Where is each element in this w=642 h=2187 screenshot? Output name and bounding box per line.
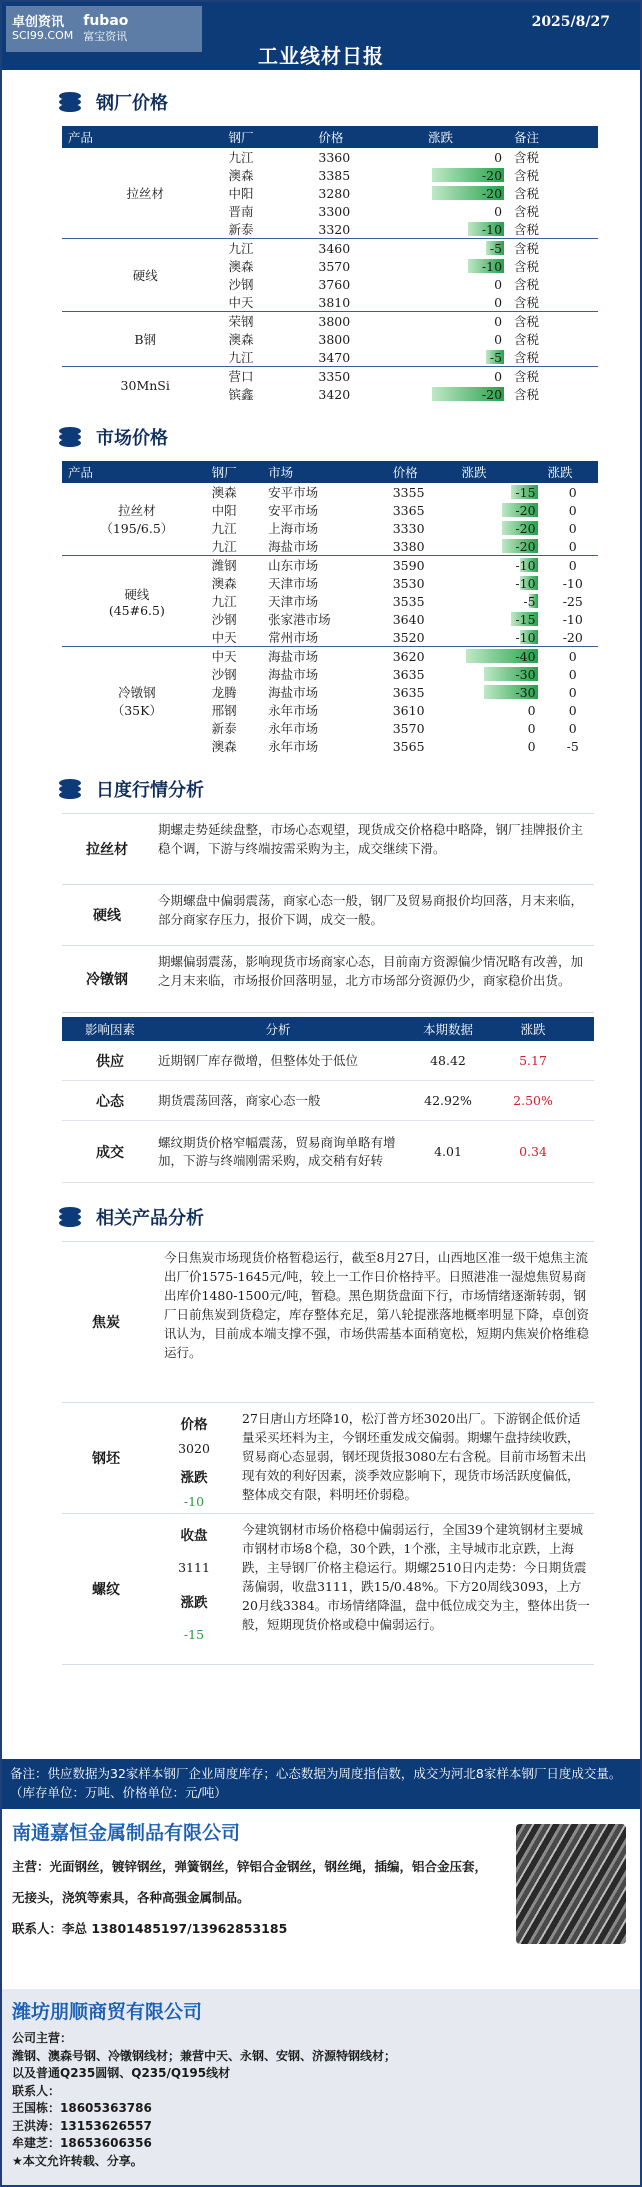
mill-cell: 九江 — [211, 539, 237, 554]
change-value: -10 — [515, 575, 536, 591]
change-value: 0 — [527, 720, 536, 736]
price-cell: 3800 — [318, 331, 351, 347]
mill-cell: 澳森 — [211, 739, 237, 754]
change-cell — [456, 701, 542, 719]
footnote: 备注：供应数据为32家样本钢厂企业周度库存；心态数据为周度指信数，成交为河北8家样本钢厂日度成交量。（库存单位：万吨、价格单位：元/吨） — [2, 1759, 640, 1809]
change-value: -30 — [515, 666, 536, 682]
ad-line: 牟建芝：18653606356 — [12, 2136, 152, 2150]
change2-cell: 0 — [568, 684, 577, 700]
header-row — [62, 126, 598, 148]
change-cell — [456, 610, 542, 628]
mill-cell: 龙腾 — [211, 685, 237, 700]
change-cell — [422, 220, 508, 239]
note-cell: 含税 — [514, 186, 540, 201]
market-cell: 永年市场 — [268, 739, 319, 754]
note-cell: 含税 — [514, 295, 540, 310]
market-cell: 永年市场 — [268, 721, 319, 736]
ad-line: 潍钢、澳森号钢、冷镦钢线材；兼营中天、永钢、安钢、济源特钢线材； — [12, 2048, 397, 2063]
mill-cell: 九江 — [211, 594, 237, 609]
factor-change: 2.50% — [513, 1093, 553, 1108]
change-value: -20 — [515, 520, 536, 536]
advert-jiaheng — [2, 1810, 640, 1988]
price-cell: 3460 — [312, 239, 422, 258]
factor-header-cell: 本期数据 — [422, 1022, 473, 1037]
change2-cell: -10 — [562, 575, 583, 591]
report-date: 2025/8/27 — [531, 14, 610, 30]
mill-cell: 潍钢 — [206, 556, 262, 575]
mill-cell: 中天 — [206, 647, 262, 666]
price-cell: 3760 — [318, 276, 351, 292]
price-cell: 3535 — [392, 593, 425, 609]
header-row — [62, 461, 598, 483]
mill-cell: 中阳 — [211, 503, 237, 518]
change-cell — [456, 683, 542, 701]
note-cell: 含税 — [508, 367, 598, 386]
price-cell: 3635 — [392, 684, 425, 700]
market-cell: 张家港市场 — [268, 612, 331, 627]
note-cell: 含税 — [514, 222, 540, 237]
factor-value: 48.42 — [430, 1053, 466, 1068]
related-key: 钢坯 — [92, 1451, 120, 1467]
change2-cell: 0 — [542, 556, 598, 575]
note-cell: 含税 — [514, 204, 540, 219]
market-cell: 天津市场 — [268, 594, 319, 609]
ad-line: ★本文允许转载、分享。 — [12, 2153, 143, 2168]
mill-cell: 澳森 — [211, 485, 237, 500]
mill-cell: 晋南 — [228, 204, 254, 219]
price-cell: 3810 — [318, 294, 351, 310]
factor-change: 5.17 — [519, 1053, 547, 1068]
change-value: -15 — [515, 484, 536, 500]
price-cell: 3520 — [392, 629, 425, 645]
change-value: -20 — [515, 502, 536, 518]
change-cell — [422, 275, 508, 293]
analysis-row — [62, 813, 594, 885]
note-cell: 含税 — [508, 312, 598, 331]
note-cell: 含税 — [514, 387, 540, 402]
change2-cell: 0 — [568, 520, 577, 536]
table-row — [62, 239, 598, 258]
price-cell: 3380 — [392, 538, 425, 554]
market-cell: 天津市场 — [268, 576, 319, 591]
mill-section-title: 钢厂价格 — [96, 93, 168, 114]
column-header: 钢厂 — [206, 461, 262, 483]
price-cell: 3590 — [387, 556, 456, 575]
change-cell — [456, 719, 542, 737]
mill-cell: 沙钢 — [211, 667, 237, 682]
product-cell: 硬线 — [62, 239, 222, 312]
ad-main-business: 主营：光面钢丝，镀锌钢丝，弹簧钢丝，锌铝合金钢丝，钢丝绳，插编，铝合金压套， — [12, 1859, 488, 1874]
factor-key: 成交 — [96, 1144, 124, 1161]
mill-cell: 中天 — [228, 295, 254, 310]
price-cell: 3620 — [387, 647, 456, 666]
price-cell: 3350 — [312, 367, 422, 386]
change2-cell: -25 — [562, 593, 583, 609]
change2-cell: 0 — [568, 666, 577, 682]
price-cell: 3640 — [392, 611, 425, 627]
change-cell — [422, 202, 508, 220]
change-label: 涨跌 — [180, 1595, 208, 1611]
price-cell: 3530 — [392, 575, 425, 591]
factor-change: 0.34 — [519, 1144, 547, 1159]
change-value: -5 — [489, 240, 503, 256]
change-value: -30 — [515, 684, 536, 700]
wire-rope-image — [516, 1824, 626, 1944]
change-cell — [456, 737, 542, 755]
change-value: -20 — [481, 185, 503, 201]
stack-icon — [56, 426, 84, 448]
market-cell: 上海市场 — [268, 521, 319, 536]
column-header: 产品 — [62, 126, 222, 148]
related-section-title: 相关产品分析 — [96, 1208, 204, 1229]
change-cell — [422, 348, 508, 367]
change-value: 0 — [527, 702, 536, 718]
factor-value: 4.01 — [434, 1144, 462, 1159]
column-header: 价格 — [312, 126, 422, 148]
note-cell: 含税 — [508, 239, 598, 258]
change-cell — [422, 184, 508, 202]
advert-pengshun — [2, 1989, 640, 2185]
related-key: 螺纹 — [92, 1582, 120, 1598]
analysis-text: 期螺走势延续盘整，市场心态观望，现货成交价格稳中略降，钢厂挂牌报价主稳个调，下游与终端按需采购为主，成交继续下滑。 — [158, 822, 584, 856]
related-row-coke — [62, 1241, 594, 1403]
change-cell — [456, 574, 542, 592]
table-row — [62, 367, 598, 386]
change-cell — [456, 556, 542, 575]
column-header: 涨跌 — [542, 461, 598, 483]
price-cell: 3355 — [392, 484, 425, 500]
mill-cell: 中天 — [211, 630, 237, 645]
mill-cell: 中阳 — [228, 186, 254, 201]
analysis-text: 今期螺盘中偏弱震荡，商家心态一般，钢厂及贸易商报价均回落，月末来临，部分商家存压力，报价下调，成交一般。 — [158, 893, 584, 927]
market-price-table — [62, 461, 598, 755]
price-cell: 3570 — [392, 720, 425, 736]
related-metrics — [150, 1403, 238, 1513]
change-value: -10 — [515, 557, 536, 573]
table-row — [62, 483, 598, 501]
price-cell: 3420 — [318, 386, 351, 402]
change-cell — [456, 537, 542, 556]
change2-cell: -5 — [566, 738, 579, 754]
mill-cell: 九江 — [211, 521, 237, 536]
change-cell — [422, 312, 508, 331]
product-name: 冷镦钢 — [118, 685, 156, 700]
product-cell — [62, 647, 206, 756]
change-value: -10 — [515, 629, 536, 645]
note-cell: 含税 — [514, 350, 540, 365]
related-text: 今日焦炭市场现货价格暂稳运行，截至8月27日，山西地区准一级干熄焦主流出厂价1575-1645元/吨，较上一工作日价格持平。日照港准一湿熄焦贸易商出库价1480-1500元/吨，暂稳。黑色期货盘面下行，市场情绪逐渐转弱，钢厂日前焦炭到货稳定，库存整体充足，第八轮提涨落地概率明显下降，卓创资讯认为，目前成本端支撑不强，市场供需基本面稍宽松，短期内焦炭价格维稳运行。 — [164, 1250, 590, 1360]
related-section-header — [2, 1193, 640, 1241]
ad-company-name: 南通嘉恒金属制品有限公司 — [12, 1822, 241, 1844]
mill-cell: 澳森 — [211, 576, 237, 591]
change-cell — [422, 293, 508, 312]
change-cell — [456, 628, 542, 647]
price-value: 3111 — [178, 1560, 210, 1575]
column-header: 价格 — [387, 461, 456, 483]
price-cell: 3800 — [312, 312, 422, 331]
product-cell — [62, 556, 206, 647]
change2-cell: 0 — [568, 538, 577, 554]
change-value: -15 — [515, 611, 536, 627]
analysis-key: 拉丝材 — [86, 842, 128, 858]
table-row — [62, 647, 598, 666]
change-value: -15 — [183, 1627, 205, 1642]
mill-cell: 澳森 — [228, 168, 254, 183]
ad-line: 以及普通Q235圆钢、Q235/Q195线材 — [12, 2066, 231, 2080]
ad-contact: 联系人：李总 13801485197/13962853185 — [12, 1921, 288, 1936]
market-cell: 海盐市场 — [268, 685, 319, 700]
change-value: -20 — [481, 386, 503, 402]
market-cell: 安平市场 — [268, 503, 319, 518]
note-cell: 含税 — [514, 332, 540, 347]
change2-cell: -10 — [562, 611, 583, 627]
market-cell: 安平市场 — [268, 485, 319, 500]
mill-cell: 新泰 — [211, 721, 237, 736]
factor-key: 供应 — [96, 1053, 124, 1070]
change-cell — [456, 647, 542, 666]
ad-lines — [12, 2030, 630, 2170]
change-cell — [456, 519, 542, 537]
factor-key: 心态 — [96, 1093, 124, 1110]
factor-header-cell: 分析 — [265, 1022, 291, 1037]
price-cell: 3470 — [318, 349, 351, 365]
mill-cell: 九江 — [228, 350, 254, 365]
change-cell — [422, 257, 508, 275]
note-cell: 含税 — [514, 277, 540, 292]
related-key: 焦炭 — [92, 1315, 120, 1331]
related-text: 今建筑钢材市场价格稳中偏弱运行，全国39个建筑钢材主要城市钢材市场8个稳，30个跌，1个涨，主导城市北京跌，上海跌，主导钢厂价格主稳运行。期螺2510日内走势：今日期货震荡偏弱，收盘3111，跌15/0.48%。下方20周线3093，上方20月线3384。市场情绪降温，盘中低位成交为主，整体出货一般，短期现货价格或稳中偏弱运行。 — [242, 1522, 590, 1632]
change-value: -40 — [515, 648, 536, 664]
change-value: 0 — [494, 149, 503, 165]
change-value: 0 — [494, 294, 503, 310]
change-value: -20 — [481, 167, 503, 183]
table-row — [62, 312, 598, 331]
mill-cell: 澳森 — [228, 259, 254, 274]
ad-line: 王洪涛：13153626557 — [12, 2118, 152, 2133]
mill-cell: 营口 — [222, 367, 312, 386]
factor-table-header — [62, 1017, 594, 1041]
change2-cell: 0 — [568, 502, 577, 518]
column-header: 钢厂 — [222, 126, 312, 148]
mill-cell: 九江 — [222, 239, 312, 258]
change2-cell: 0 — [542, 647, 598, 666]
ad-company-name: 潍坊朋顺商贸有限公司 — [12, 2001, 203, 2023]
change-value: -5 — [523, 593, 536, 609]
product-cell — [62, 483, 206, 556]
market-cell: 海盐市场 — [262, 647, 387, 666]
report-title: 工业线材日报 — [258, 44, 384, 68]
change-value: -5 — [489, 349, 503, 365]
mill-cell: 新泰 — [228, 222, 254, 237]
price-label: 价格 — [180, 1417, 208, 1433]
market-cell: 永年市场 — [268, 703, 319, 718]
product-cell: 拉丝材 — [126, 186, 164, 201]
factor-desc: 螺纹期货价格窄幅震荡，贸易商询单略有增加，下游与终端刚需采购，成交稍有好转 — [158, 1134, 396, 1168]
change2-cell: 0 — [568, 484, 577, 500]
product-name: 拉丝材 — [118, 503, 156, 518]
market-section-title: 市场价格 — [96, 428, 168, 449]
mill-cell: 沙钢 — [228, 277, 254, 292]
note-cell: 含税 — [514, 168, 540, 183]
change-cell — [422, 166, 508, 184]
column-header: 涨跌 — [456, 461, 542, 483]
change-value: 0 — [494, 203, 503, 219]
change-value: 0 — [527, 738, 536, 754]
change-cell — [456, 483, 542, 501]
change-cell — [422, 367, 508, 386]
factor-value: 42.92% — [424, 1093, 472, 1108]
change-cell — [422, 148, 508, 166]
change-value: -10 — [183, 1494, 205, 1509]
market-cell: 海盐市场 — [268, 539, 319, 554]
ad-line: 联系人： — [12, 2083, 61, 2098]
change-value: 0 — [494, 313, 503, 329]
daily-section-title: 日度行情分析 — [96, 780, 204, 801]
price-cell: 3565 — [392, 738, 425, 754]
price-cell: 3635 — [392, 666, 425, 682]
mill-cell: 澳森 — [228, 332, 254, 347]
mill-price-table — [62, 126, 598, 403]
change-value: -20 — [515, 538, 536, 554]
change-cell — [456, 501, 542, 519]
price-label: 收盘 — [180, 1528, 208, 1544]
market-section-header — [2, 413, 640, 461]
fubao-logo: fubao 富宝资讯 — [83, 13, 129, 43]
mill-cell: 荣钢 — [222, 312, 312, 331]
change-cell — [456, 592, 542, 610]
analysis-row — [62, 946, 594, 1013]
product-name: 硬线 — [124, 586, 150, 602]
price-value: 3020 — [178, 1441, 210, 1456]
mill-cell: 镔鑫 — [228, 387, 254, 402]
factor-header-cell: 涨跌 — [520, 1022, 546, 1037]
product-spec: （195/6.5） — [100, 521, 174, 536]
factor-header-cell: 影响因素 — [84, 1022, 135, 1037]
related-metrics — [150, 1514, 238, 1664]
stack-icon — [56, 91, 84, 113]
header — [2, 2, 640, 70]
daily-analysis-list — [2, 813, 640, 1013]
table-row — [62, 556, 598, 575]
related-row-rebar — [62, 1514, 594, 1665]
change-cell — [422, 385, 508, 403]
factor-desc: 近期钢厂库存微增，但整体处于低位 — [158, 1052, 359, 1068]
market-cell: 海盐市场 — [268, 667, 319, 682]
change2-cell: 0 — [568, 702, 577, 718]
price-cell: 3320 — [318, 221, 351, 237]
factor-list — [2, 1041, 640, 1183]
product-cell: 30MnSi — [62, 367, 222, 404]
change-cell — [456, 665, 542, 683]
factor-row — [62, 1121, 594, 1183]
price-cell: 3280 — [318, 185, 351, 201]
product-spec: (45#6.5) — [108, 602, 165, 618]
change-value: -10 — [481, 258, 503, 274]
price-cell: 3610 — [392, 702, 425, 718]
note-cell: 含税 — [514, 150, 540, 165]
stack-icon — [56, 778, 84, 800]
change2-cell: 0 — [568, 720, 577, 736]
change-value: 0 — [494, 276, 503, 292]
product-spec: （35K） — [111, 703, 162, 718]
table-row — [62, 148, 598, 166]
mill-section-header — [2, 78, 640, 126]
ad-main-business-2: 无接头，浇筑等索具，各种高强金属制品。 — [12, 1890, 250, 1905]
analysis-key: 硬线 — [93, 908, 121, 924]
sci99-logo: 卓创资讯 SCI99.COM — [12, 15, 74, 42]
mill-cell: 九江 — [228, 150, 254, 165]
mill-cell: 沙钢 — [211, 612, 237, 627]
column-header: 备注 — [508, 126, 598, 148]
ad-line: 王国栋：18605363786 — [12, 2101, 152, 2115]
change-cell — [422, 330, 508, 348]
change-value: 0 — [494, 331, 503, 347]
change2-cell: -20 — [562, 629, 583, 645]
column-header: 市场 — [262, 461, 387, 483]
market-cell: 山东市场 — [262, 556, 387, 575]
analysis-row — [62, 885, 594, 946]
factor-row — [62, 1041, 594, 1081]
note-cell: 含税 — [514, 259, 540, 274]
price-cell: 3360 — [318, 149, 351, 165]
change-label: 涨跌 — [180, 1470, 208, 1486]
product-cell: B钢 — [62, 312, 222, 367]
price-cell: 3330 — [392, 520, 425, 536]
column-header: 涨跌 — [422, 126, 508, 148]
ad-line: 公司主营： — [12, 2031, 73, 2045]
daily-section-header — [2, 765, 640, 813]
column-header: 产品 — [62, 461, 206, 483]
factor-desc: 期货震荡回落，商家心态一般 — [158, 1092, 321, 1108]
analysis-text: 期螺偏弱震荡，影响现货市场商家心态，目前南方资源偏少情况略有改善，加之月末来临，市场报价回落明显，北方市场部分资源仍少，商家稳价出货。 — [158, 954, 584, 988]
price-cell: 3385 — [318, 167, 351, 183]
related-text: 27日唐山方坯降10，松汀普方坯3020出厂。下游钢企低价适量采买坯料为主，今钢坯重发成交偏弱。期螺午盘持续收跌，贸易商心态显弱，钢坯现货报3080左右含税。目前市场暂未出现有效的利好因素，淡季效应影响下，现货市场活跃度偏低，整体成交有限，料明坯价弱稳。 — [242, 1411, 587, 1502]
factor-row — [62, 1081, 594, 1121]
mill-cell: 邢钢 — [211, 703, 237, 718]
change-value: -10 — [481, 221, 503, 237]
price-cell: 3365 — [392, 502, 425, 518]
price-cell: 3570 — [318, 258, 351, 274]
change-cell — [422, 239, 508, 258]
related-row-billet — [62, 1403, 594, 1514]
stack-icon — [56, 1206, 84, 1228]
analysis-key: 冷镦钢 — [86, 972, 128, 988]
price-cell: 3300 — [318, 203, 351, 219]
market-cell: 常州市场 — [268, 630, 319, 645]
change-value: 0 — [494, 368, 503, 384]
